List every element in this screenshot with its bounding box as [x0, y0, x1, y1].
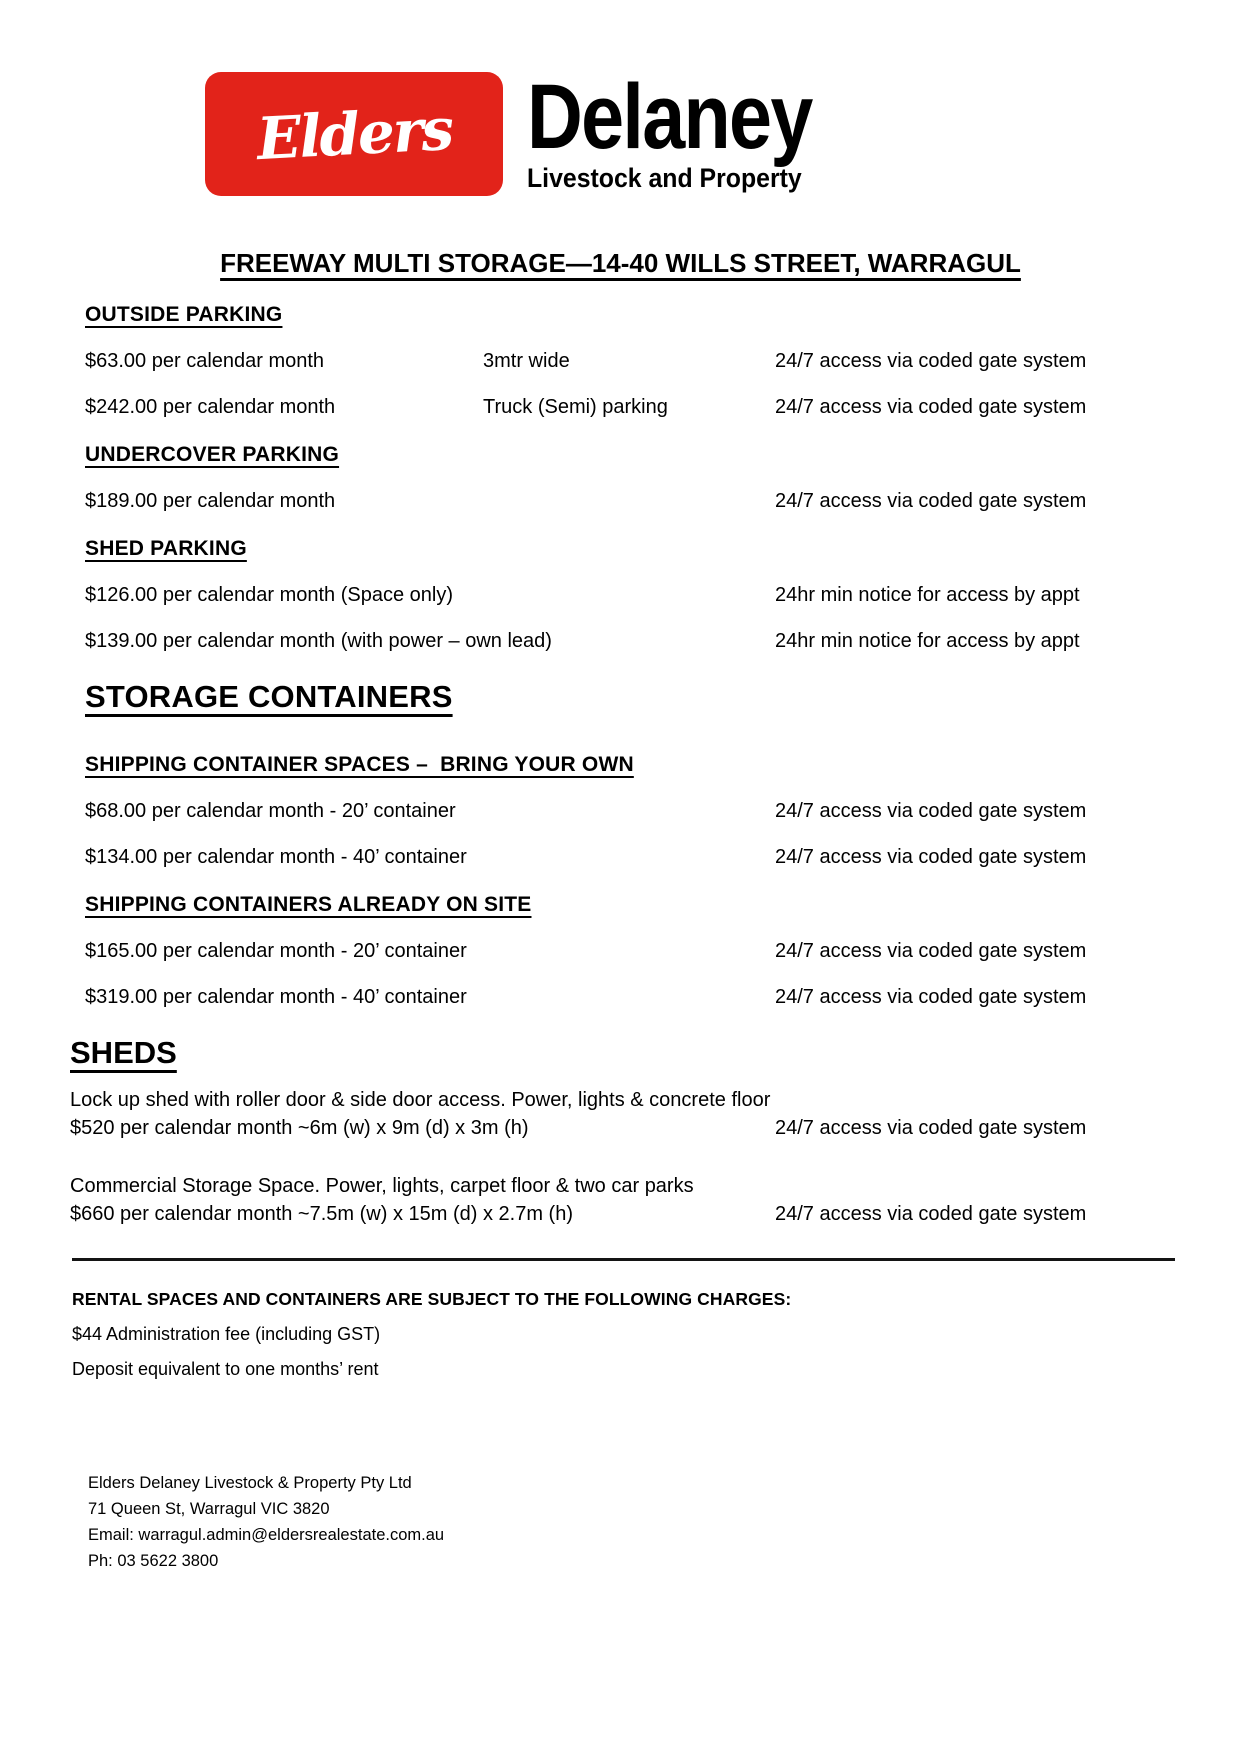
- rate-detail: Truck (Semi) parking: [483, 396, 668, 418]
- rate-row: [85, 986, 1175, 1009]
- company-address: 71 Queen St, Warragul VIC 3820: [88, 1500, 330, 1518]
- rate-access: 24/7 access via coded gate system: [775, 350, 1087, 372]
- shed-item: [70, 1172, 1175, 1228]
- rate-price: $126.00 per calendar month (Space only): [85, 584, 454, 606]
- rate-row: [85, 490, 1175, 513]
- rate-row: [85, 396, 1175, 419]
- charge-item: $44 Administration fee (including GST): [72, 1324, 381, 1344]
- page-title-text: FREEWAY MULTI STORAGE—14-40 WILLS STREET, WARRAGUL: [220, 248, 1021, 278]
- rate-access: 24hr min notice for access by appt: [775, 584, 1080, 606]
- rate-price: $63.00 per calendar month: [85, 350, 325, 372]
- rate-access: 24/7 access via coded gate system: [775, 490, 1087, 512]
- elders-logo: [205, 72, 503, 196]
- rate-detail: 3mtr wide: [483, 350, 570, 372]
- section-heading-outside-parking: OUTSIDE PARKING: [85, 303, 283, 326]
- contact-footer: [0, 1470, 1241, 1574]
- section-heading-shed-parking: SHED PARKING: [85, 537, 247, 560]
- section-heading-already-on-site: SHIPPING CONTAINERS ALREADY ON SITE: [85, 893, 532, 916]
- brand-tagline: Livestock and Property: [527, 163, 802, 193]
- elders-wordmark: Elders: [254, 94, 454, 174]
- rate-row: [70, 1200, 1175, 1228]
- shed-description: Commercial Storage Space. Power, lights, carpet floor & two car parks: [70, 1175, 694, 1197]
- rate-price: $319.00 per calendar month - 40’ container: [85, 986, 467, 1008]
- rate-row: [70, 1114, 1175, 1142]
- company-email: Email: warragul.admin@eldersrealestate.com.au: [88, 1526, 445, 1544]
- rate-access: 24/7 access via coded gate system: [775, 1203, 1087, 1225]
- section-heading-storage-containers: STORAGE CONTAINERS: [85, 679, 453, 714]
- company-phone: Ph: 03 5622 3800: [88, 1552, 219, 1570]
- charges-section: [0, 1289, 1241, 1380]
- rate-row: [85, 350, 1175, 373]
- rate-row: [85, 584, 1175, 607]
- rate-access: 24/7 access via coded gate system: [775, 986, 1087, 1008]
- page-title: [0, 248, 1241, 279]
- rate-price: $189.00 per calendar month: [85, 490, 336, 512]
- rate-price: $520 per calendar month ~6m (w) x 9m (d) x 3m (h): [70, 1117, 529, 1139]
- rate-access: 24/7 access via coded gate system: [775, 940, 1087, 962]
- section-heading-bring-your-own: SHIPPING CONTAINER SPACES – BRING YOUR OWN: [85, 753, 634, 776]
- rate-row: [85, 800, 1175, 823]
- rate-price: $660 per calendar month ~7.5m (w) x 15m (d) x 2.7m (h): [70, 1203, 573, 1225]
- rate-access: 24/7 access via coded gate system: [775, 846, 1087, 868]
- horizontal-rule: [72, 1258, 1175, 1261]
- rate-access: 24/7 access via coded gate system: [775, 396, 1087, 418]
- charge-item: Deposit equivalent to one months’ rent: [72, 1359, 379, 1379]
- shed-description: Lock up shed with roller door & side door access. Power, lights & concrete floor: [70, 1089, 771, 1111]
- rate-row: [85, 940, 1175, 963]
- rate-price: $165.00 per calendar month - 20’ container: [85, 940, 467, 962]
- rate-price: $139.00 per calendar month (with power – own lead): [85, 630, 552, 652]
- rate-price: $242.00 per calendar month: [85, 396, 336, 418]
- rate-access: 24/7 access via coded gate system: [775, 1117, 1087, 1139]
- rate-price: $134.00 per calendar month - 40’ container: [85, 846, 467, 868]
- rate-access: 24hr min notice for access by appt: [775, 630, 1080, 652]
- section-heading-undercover-parking: UNDERCOVER PARKING: [85, 443, 340, 466]
- sheds-section: [0, 1035, 1241, 1228]
- rate-row: [85, 630, 1175, 653]
- brand-block: [527, 66, 866, 196]
- rate-row: [85, 846, 1175, 869]
- logo-lockup: [205, 66, 1241, 196]
- rate-price: $68.00 per calendar month - 20’ container: [85, 800, 456, 822]
- charges-heading: RENTAL SPACES AND CONTAINERS ARE SUBJECT TO THE FOLLOWING CHARGES:: [72, 1289, 792, 1309]
- section-heading-sheds: SHEDS: [70, 1035, 177, 1070]
- rate-access: 24/7 access via coded gate system: [775, 800, 1087, 822]
- brand-name: Delaney: [527, 66, 812, 169]
- company-name: Elders Delaney Livestock & Property Pty Ltd: [88, 1474, 412, 1492]
- shed-item: [70, 1086, 1175, 1142]
- rates-content: [0, 303, 1241, 1009]
